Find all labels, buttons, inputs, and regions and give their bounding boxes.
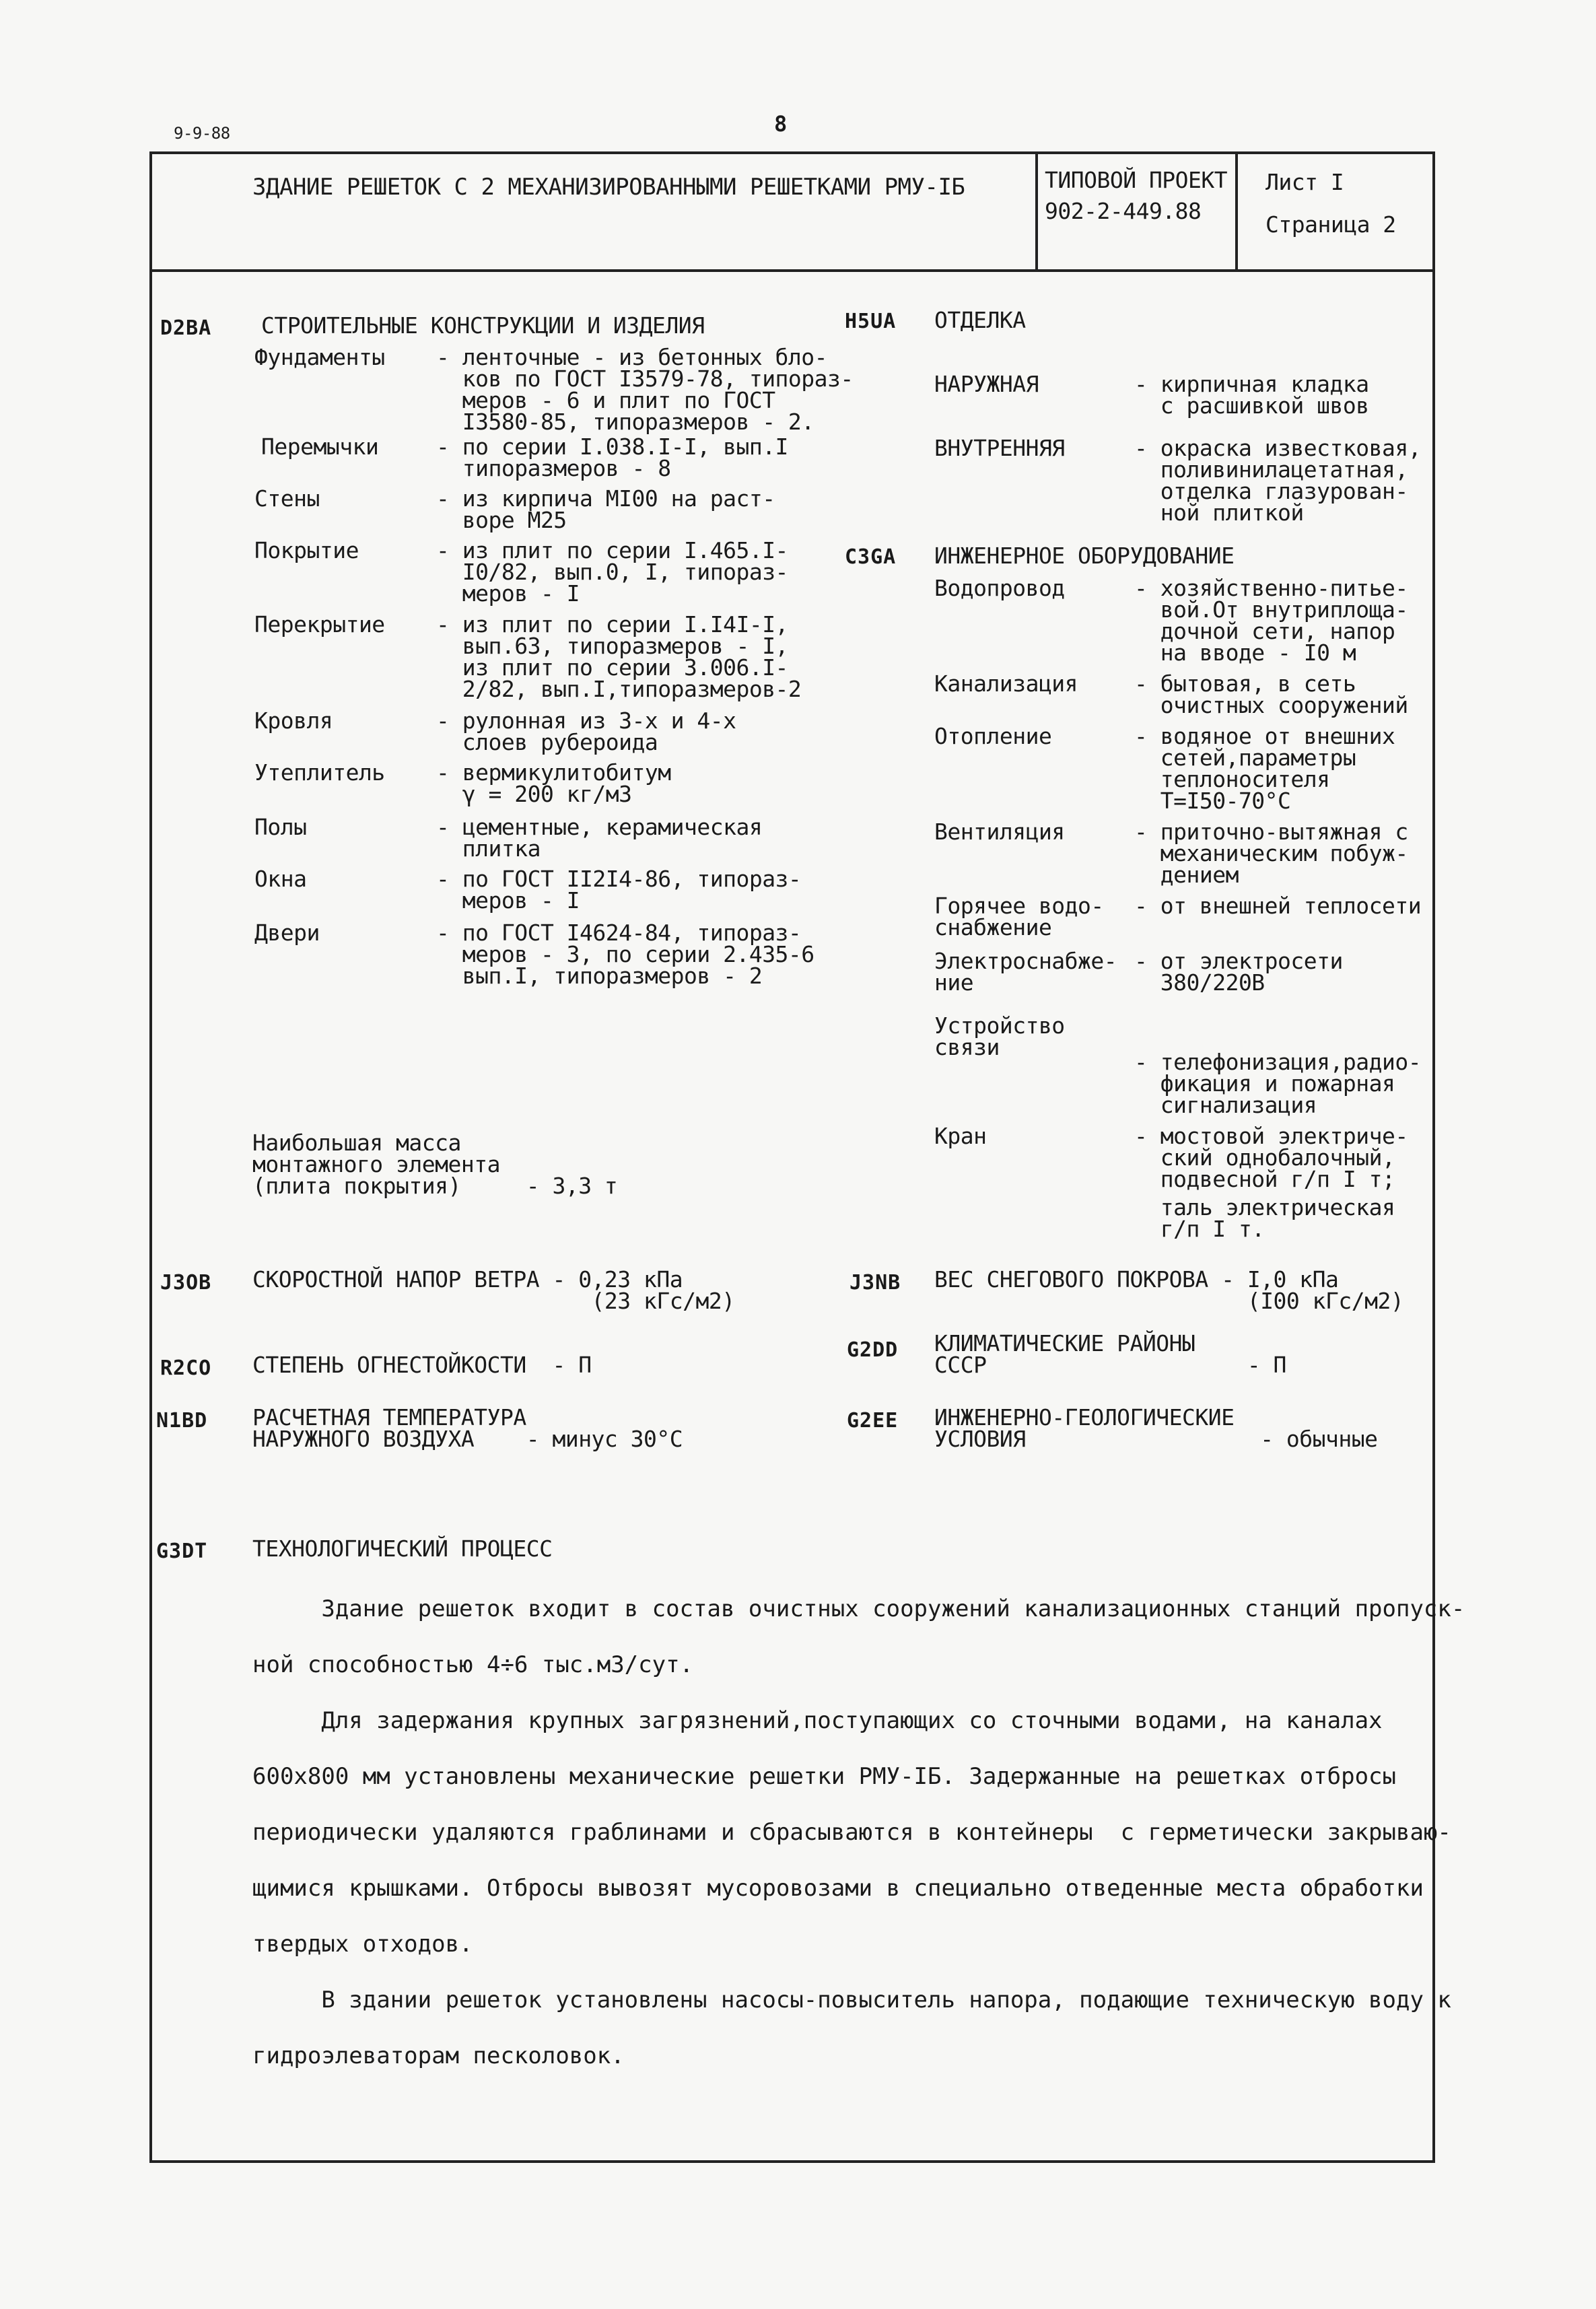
spec-line: г/п I т.	[1134, 1216, 1265, 1242]
spec-line: - ленточные - из бетонных бло-	[436, 344, 828, 370]
spec-line: слоев рубероида	[436, 729, 658, 755]
spec-line: 380/220В	[1134, 969, 1265, 996]
spec-line: - хозяйственно-питье-	[1134, 575, 1408, 601]
code-n1bd: N1BD	[156, 1409, 208, 1433]
process-heading: ТЕХНОЛОГИЧЕСКИЙ ПРОЦЕСС	[252, 1536, 553, 1562]
process-line: Здание решеток входит в состав очистных сооружений канализационных станций пропуск-	[252, 1595, 1465, 1622]
spec-line: - от внешней теплосети	[1134, 893, 1422, 919]
code-d2ba: D2BA	[160, 316, 212, 340]
process-line: гидроэлеваторам песколовок.	[252, 2042, 625, 2069]
spec-label: связи	[934, 1034, 1000, 1060]
spec-line: - водяное от внешних	[1134, 723, 1395, 749]
date-stamp: 9-9-88	[174, 124, 230, 143]
spec-label: ние	[934, 969, 974, 996]
code-c3ga: C3GA	[845, 545, 897, 569]
spec-line: с расшивкой швов	[1134, 392, 1369, 419]
spec-line: ков по ГОСТ I3579-78, типораз-	[436, 366, 854, 392]
code-g3dt: G3DT	[156, 1540, 208, 1563]
spec-label: Канализация	[934, 670, 1078, 697]
spec-line: - бытовая, в сеть	[1134, 670, 1356, 697]
spec-line: - кирпичная кладка	[1134, 371, 1369, 397]
spec-label: Кровля	[254, 708, 333, 734]
spec-line: ский однобалочный,	[1134, 1144, 1395, 1171]
spec-label: Перекрытие	[254, 611, 385, 637]
page-number: 8	[774, 111, 787, 137]
process-line: твердых отходов.	[252, 1931, 473, 1958]
spec-label: Стены	[254, 485, 320, 512]
spec-line: I0/82, вып.0, I, типораз-	[436, 559, 788, 585]
spec-label: Перемычки	[261, 434, 379, 460]
spec-line: ной плиткой	[1134, 499, 1304, 526]
spec-line: воре М25	[436, 507, 567, 533]
project-label: ТИПОВОЙ ПРОЕКТ	[1045, 167, 1228, 193]
spec-line: отделка глазурован-	[1134, 478, 1408, 504]
spec-line: дением	[1134, 862, 1239, 888]
sheet-number: Лист I	[1265, 169, 1344, 195]
process-line: ной способностью 4÷6 тыс.м3/сут.	[252, 1651, 694, 1678]
spec-line: 2/82, вып.I,типоразмеров-2	[436, 676, 802, 702]
project-number: 902-2-449.88	[1045, 198, 1202, 224]
title-block-divider	[149, 269, 1432, 272]
spec-line: - по ГОСТ II2I4-86, типораз-	[436, 866, 802, 892]
spec-line: - цементные, керамическая	[436, 814, 763, 840]
fire-resistance: СТЕПЕНЬ ОГНЕСТОЙКОСТИ - П	[252, 1352, 592, 1378]
spec-label: Полы	[254, 814, 307, 840]
spec-line: подвесной г/п I т;	[1134, 1166, 1395, 1192]
climatic-regions-value: СССР - П	[934, 1352, 1286, 1378]
max-mass-line: монтажного элемента	[252, 1151, 500, 1177]
spec-line: - от электросети	[1134, 948, 1343, 974]
spec-line: - из плит по серии I.I4I-I,	[436, 611, 788, 637]
code-j3ob: J3OB	[160, 1271, 212, 1295]
outdoor-temperature-value: НАРУЖНОГО ВОЗДУХА - минус 30°С	[252, 1426, 683, 1452]
spec-label: ВНУТРЕННЯЯ	[934, 435, 1065, 461]
spec-label: Водопровод	[934, 575, 1065, 601]
spec-line: - рулонная из 3-х и 4-х	[436, 708, 736, 734]
spec-label: Горячее водо-	[934, 893, 1104, 919]
code-g2dd: G2DD	[847, 1338, 899, 1362]
spec-line: вой.От внутриплоща-	[1134, 596, 1408, 623]
spec-line: теплоносителя	[1134, 766, 1330, 792]
spec-line: вып.63, типоразмеров - I,	[436, 633, 788, 659]
spec-line: γ = 200 кг/м3	[436, 781, 632, 807]
spec-line: - по серии I.038.I-I, вып.I	[436, 434, 788, 460]
spec-line: меров - 6 и плит по ГОСТ	[436, 387, 775, 413]
spec-label: Электроснабже-	[934, 948, 1117, 974]
wind-pressure-alt: (23 кГс/м2)	[252, 1288, 735, 1314]
max-mass-line: Наибольшая масса	[252, 1130, 461, 1156]
spec-label: снабжение	[934, 914, 1052, 940]
process-line: 600х800 мм установлены механические решетки РМУ-IБ. Задержанные на решетках отбросы	[252, 1763, 1396, 1790]
finish-heading: ОТДЕЛКА	[934, 307, 1026, 333]
spec-line: очистных сооружений	[1134, 692, 1408, 718]
spec-label: Устройство	[934, 1012, 1065, 1039]
geological-conditions-value: УСЛОВИЯ - обычные	[934, 1426, 1378, 1452]
max-mass-line: (плита покрытия) - 3,3 т	[252, 1173, 618, 1199]
spec-line: плитка	[436, 835, 541, 862]
spec-label: Кран	[934, 1123, 987, 1149]
spec-label: Окна	[254, 866, 307, 892]
spec-line: - из плит по серии I.465.I-	[436, 537, 788, 563]
spec-line: сетей,параметры	[1134, 745, 1356, 771]
spec-line: механическим побуж-	[1134, 840, 1408, 866]
geological-conditions: ИНЖЕНЕРНО-ГЕОЛОГИЧЕСКИЕ	[934, 1404, 1235, 1431]
page-label: Страница 2	[1265, 211, 1396, 238]
snow-load-alt: (I00 кГс/м2)	[934, 1288, 1404, 1314]
code-j3nb: J3NB	[849, 1271, 901, 1295]
code-h5ua: H5UA	[845, 310, 897, 333]
code-g2ee: G2EE	[847, 1409, 899, 1433]
spec-label: Покрытие	[254, 537, 359, 563]
spec-line: меров - 3, по серии 2.435-6	[436, 941, 814, 967]
equipment-heading: ИНЖЕНЕРНОЕ ОБОРУДОВАНИЕ	[934, 543, 1235, 569]
structures-heading: СТРОИТЕЛЬНЫЕ КОНСТРУКЦИИ И ИЗДЕЛИЯ	[261, 312, 705, 339]
spec-line: - по ГОСТ I4624-84, типораз-	[436, 920, 802, 946]
spec-line: фикация и пожарная	[1134, 1070, 1395, 1097]
document-title: ЗДАНИЕ РЕШЕТОК С 2 МЕХАНИЗИРОВАННЫМИ РЕШЕТКАМИ РМУ-IБ	[252, 174, 965, 201]
spec-label: НАРУЖНАЯ	[934, 371, 1039, 397]
spec-line: поливинилацетатная,	[1134, 456, 1408, 483]
spec-line: меров - I	[436, 887, 580, 914]
process-line: Для задержания крупных загрязнений,поступающих со сточными водами, на каналах	[252, 1707, 1383, 1734]
spec-label: Отопление	[934, 723, 1052, 749]
process-line: щимися крышками. Отбросы вывозят мусоровозами в специально отведенные места обработки	[252, 1875, 1424, 1902]
spec-label: Двери	[254, 920, 320, 946]
spec-line: типоразмеров - 8	[436, 455, 671, 481]
spec-line: Т=I50-70°С	[1134, 788, 1291, 814]
spec-line: - мостовой электриче-	[1134, 1123, 1408, 1149]
wind-pressure: СКОРОСТНОЙ НАПОР ВЕТРА - 0,23 кПа	[252, 1266, 683, 1293]
climatic-regions: КЛИМАТИЧЕСКИЕ РАЙОНЫ	[934, 1330, 1195, 1356]
spec-line: на вводе - I0 м	[1134, 640, 1356, 666]
process-line: В здании решеток установлены насосы-повыситель напора, подающие техническую воду к	[252, 1987, 1451, 2013]
code-r2co: R2CO	[160, 1356, 212, 1380]
spec-line: меров - I	[436, 580, 580, 607]
spec-line: дочной сети, напор	[1134, 618, 1395, 644]
spec-line: - телефонизация,радио-	[1134, 1049, 1422, 1075]
spec-line: таль электрическая	[1134, 1194, 1395, 1220]
snow-load: ВЕС СНЕГОВОГО ПОКРОВА - I,0 кПа	[934, 1266, 1339, 1293]
spec-line: - вермикулитобитум	[436, 759, 671, 786]
process-line: периодически удаляются граблинами и сбрасываются в контейнеры с герметически закрываю-	[252, 1819, 1451, 1846]
spec-line: - окраска известковая,	[1134, 435, 1422, 461]
title-block-divider-v1	[1035, 151, 1038, 271]
spec-line: - из кирпича МI00 на раст-	[436, 485, 775, 512]
spec-label: Вентиляция	[934, 819, 1065, 845]
title-block-divider-v2	[1235, 151, 1238, 271]
outdoor-temperature: РАСЧЕТНАЯ ТЕМПЕРАТУРА	[252, 1404, 526, 1431]
spec-label: Фундаменты	[254, 344, 385, 370]
spec-line: вып.I, типоразмеров - 2	[436, 963, 763, 989]
spec-label: Утеплитель	[254, 759, 385, 786]
spec-line: - приточно-вытяжная с	[1134, 819, 1408, 845]
spec-line: из плит по серии 3.006.I-	[436, 654, 788, 681]
spec-line: I3580-85, типоразмеров - 2.	[436, 409, 814, 435]
spec-line: сигнализация	[1134, 1092, 1317, 1118]
